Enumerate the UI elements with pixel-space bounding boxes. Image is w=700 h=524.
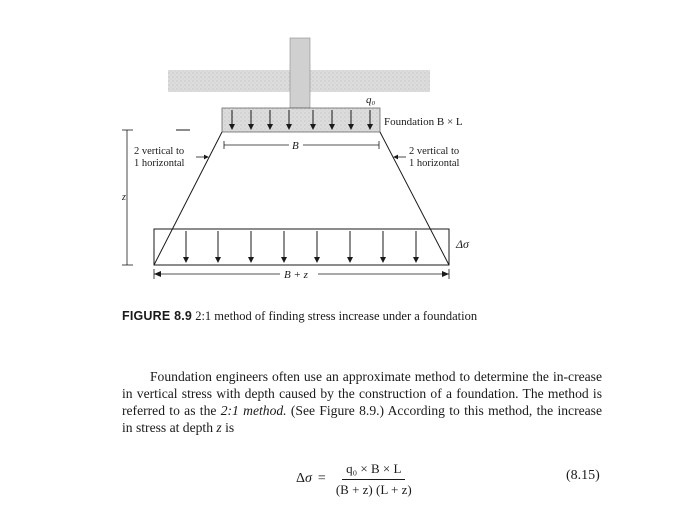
right-slope-label-line2: 1 horizontal [409, 158, 460, 169]
B-label: B [292, 140, 299, 152]
equation-denominator: (B + z) (L + z) [335, 481, 412, 497]
paragraph-part3: is [221, 420, 235, 435]
left-slope-label-line2: 1 horizontal [134, 158, 185, 169]
equation-8-15 [296, 459, 416, 499]
column [290, 38, 310, 108]
stress-arrows [186, 231, 416, 262]
figure-caption [122, 309, 602, 324]
delta-sigma-label: Δσ [456, 237, 469, 251]
equation-number: (8.15) [566, 468, 600, 483]
foundation-label: Foundation B × L [384, 116, 463, 128]
equation-numerator: q₀ × B × L [342, 461, 405, 480]
z-label: z [122, 192, 126, 203]
equation-equals: = [317, 471, 326, 486]
stress-block [154, 229, 449, 265]
equation-fraction [332, 461, 416, 498]
q0-label: q₀ [366, 94, 376, 106]
right-slope-label-line1: 2 vertical to [409, 146, 460, 157]
paragraph-part2: (See Figure 8.9.) According to this method, the increase in stress at depth [122, 403, 603, 435]
body-paragraph [122, 368, 602, 436]
paragraph-depth-var: z [216, 420, 222, 435]
paragraph-part1: Foundation engineers often use an approximate method to determine the in-crease in vertical stress with depth caused by the construction of a foundation. The method is referred to as the [122, 369, 602, 418]
figure-number: FIGURE 8.9 [122, 309, 193, 323]
equation-lhs: Δσ [296, 471, 312, 486]
B-plus-z-label: B + z [284, 269, 308, 281]
left-slope-label-line1: 2 vertical to [134, 146, 185, 157]
footing [222, 108, 380, 132]
paragraph-method-name: 2:1 method. [220, 403, 287, 418]
figure-caption-text: 2:1 method of finding stress increase under a foundation [195, 309, 478, 323]
